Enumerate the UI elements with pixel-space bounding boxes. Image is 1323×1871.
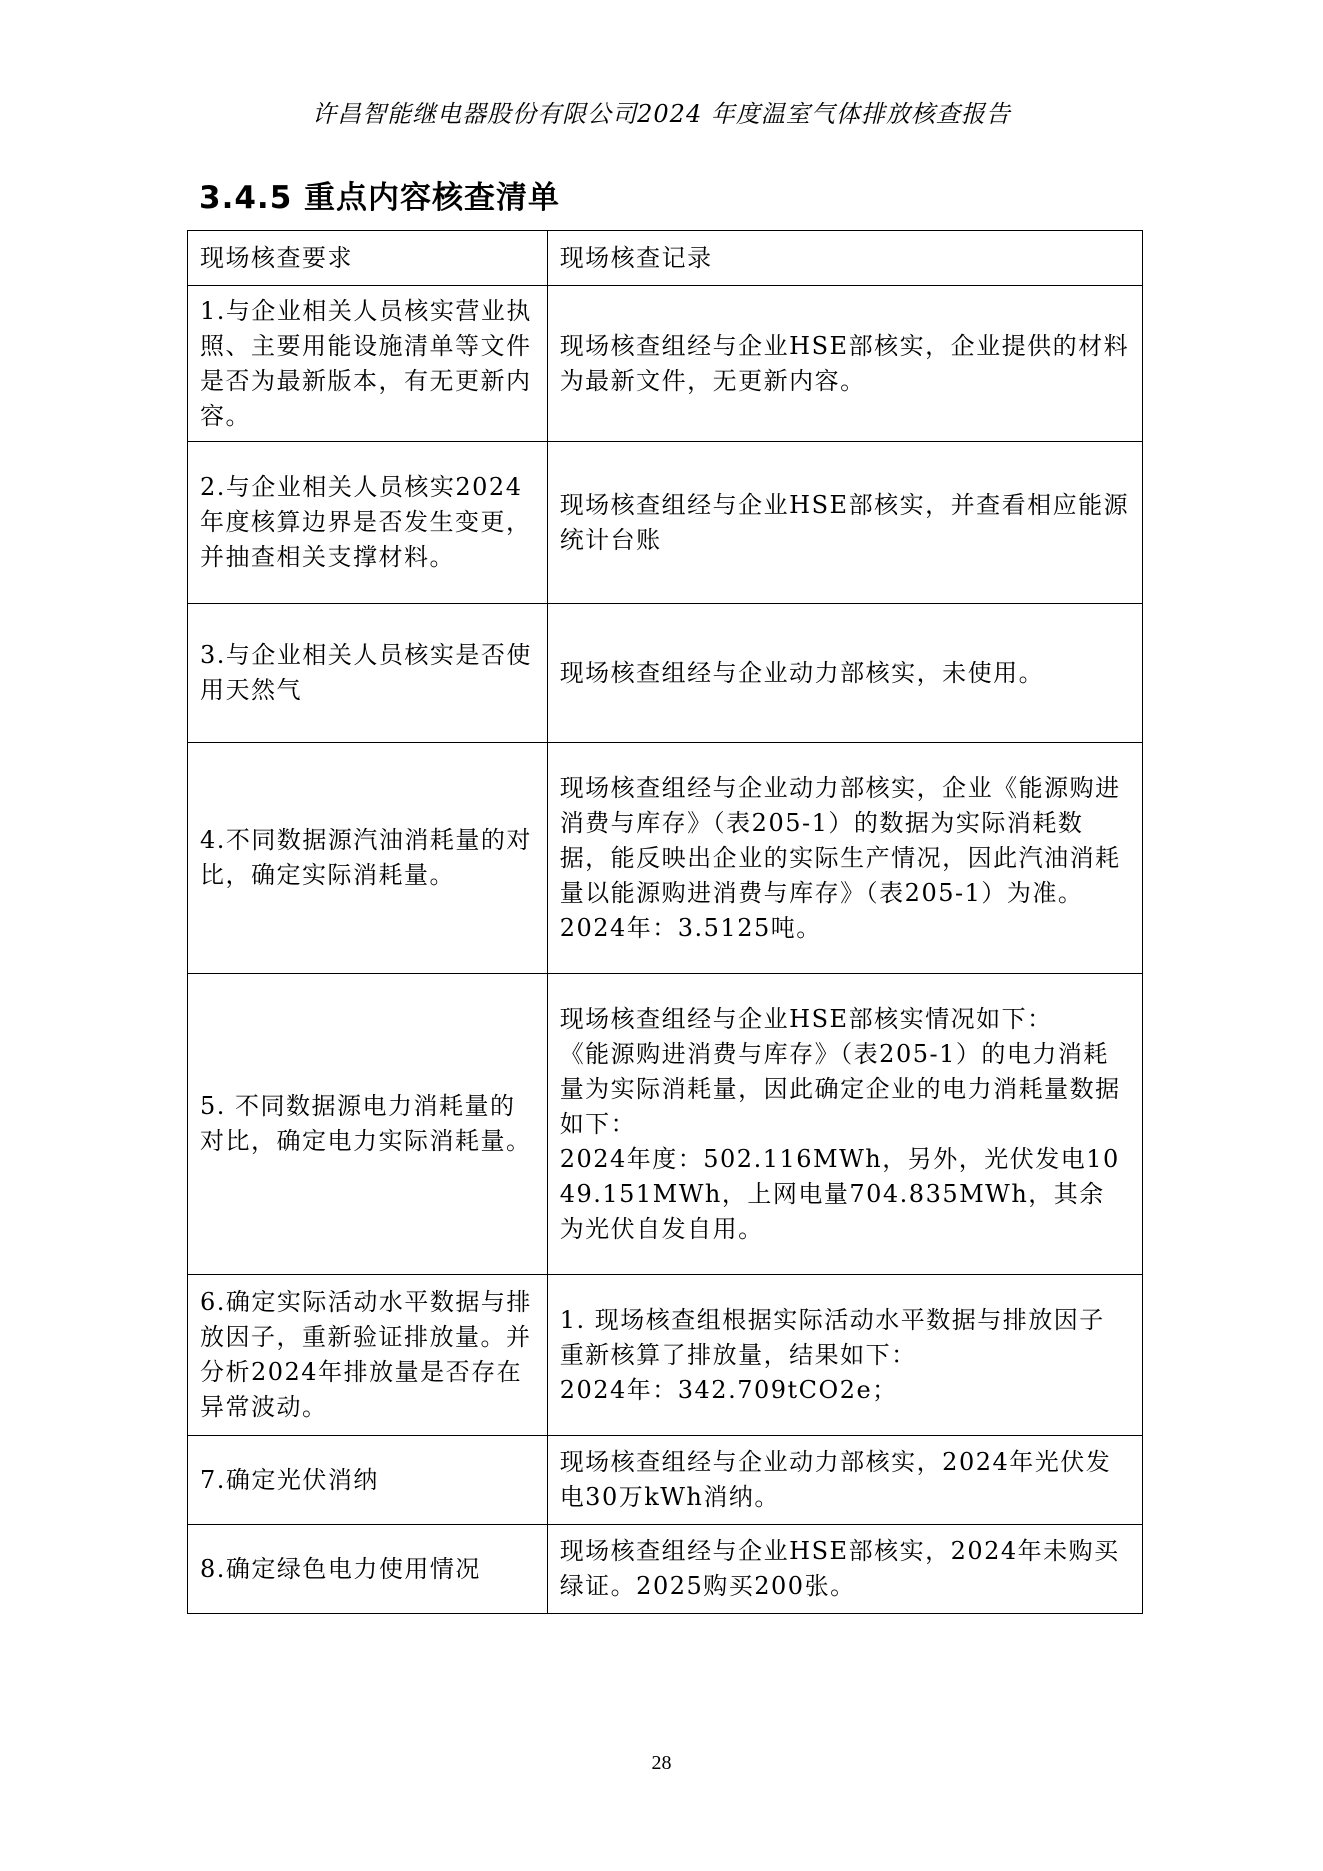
column-header-record: 现场核查记录 — [547, 231, 1142, 286]
record-cell: 现场核查组经与企业HSE部核实，并查看相应能源统计台账 — [547, 442, 1142, 604]
requirement-cell: 3.与企业相关人员核实是否使用天然气 — [188, 604, 548, 743]
requirement-cell: 1.与企业相关人员核实营业执照、主要用能设施清单等文件是否为最新版本，有无更新内容。 — [188, 286, 548, 442]
record-cell: 1. 现场核查组根据实际活动水平数据与排放因子重新核算了排放量，结果如下： 2024年：342.709tCO2e； — [547, 1275, 1142, 1436]
requirement-cell: 6.确定实际活动水平数据与排放因子，重新验证排放量。并分析2024年排放量是否存在异常波动。 — [188, 1275, 548, 1436]
record-cell: 现场核查组经与企业HSE部核实情况如下： 《能源购进消费与库存》（表205-1）的电力消耗量为实际消耗量，因此确定企业的电力消耗量数据如下： 2024年度：502.116MWh，另外，光伏发电1049.151MWh，上网电量704.835MWh，其余为光伏自发自用。 — [547, 974, 1142, 1275]
section-title: 3.4.5 重点内容核查清单 — [199, 180, 561, 216]
requirement-cell: 7.确定光伏消纳 — [188, 1436, 548, 1525]
page-header: 许昌智能继电器股份有限公司2024 年度温室气体排放核查报告 — [312, 100, 1011, 128]
page-number: 28 — [651, 1752, 672, 1774]
record-cell: 现场核查组经与企业HSE部核实，2024年未购买绿证。2025购买200张。 — [547, 1525, 1142, 1614]
requirement-cell: 2.与企业相关人员核实2024年度核算边界是否发生变更，并抽查相关支撑材料。 — [188, 442, 548, 604]
requirement-cell: 8.确定绿色电力使用情况 — [188, 1525, 548, 1614]
requirement-cell: 4.不同数据源汽油消耗量的对比，确定实际消耗量。 — [188, 743, 548, 974]
record-cell: 现场核查组经与企业HSE部核实，企业提供的材料为最新文件，无更新内容。 — [547, 286, 1142, 442]
table-row — [188, 743, 1143, 974]
table-row — [188, 974, 1143, 1275]
table-header-row — [188, 231, 1143, 286]
table-row — [188, 1436, 1143, 1525]
record-cell: 现场核查组经与企业动力部核实，2024年光伏发电30万kWh消纳。 — [547, 1436, 1142, 1525]
record-cell: 现场核查组经与企业动力部核实，企业《能源购进消费与库存》（表205-1）的数据为实际消耗数据，能反映出企业的实际生产情况，因此汽油消耗量以能源购进消费与库存》（表205-1）为准。 2024年：3.5125吨。 — [547, 743, 1142, 974]
column-header-requirement: 现场核查要求 — [188, 231, 548, 286]
table-row — [188, 604, 1143, 743]
table-row — [188, 1275, 1143, 1436]
table-row — [188, 286, 1143, 442]
checklist-table — [187, 230, 1143, 1614]
table-row — [188, 442, 1143, 604]
table-row — [188, 1525, 1143, 1614]
requirement-cell: 5. 不同数据源电力消耗量的对比，确定电力实际消耗量。 — [188, 974, 548, 1275]
record-cell: 现场核查组经与企业动力部核实，未使用。 — [547, 604, 1142, 743]
